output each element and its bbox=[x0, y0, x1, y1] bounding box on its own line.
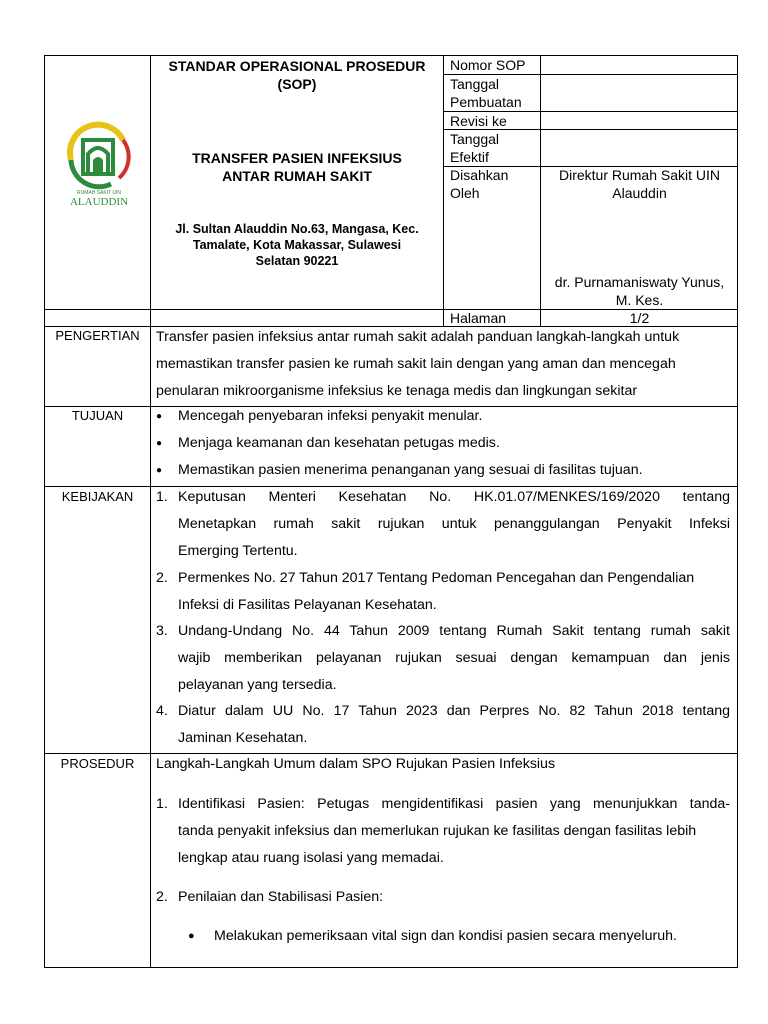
kebijakan-label: KEBIJAKAN bbox=[61, 489, 134, 504]
prosedur-label: PROSEDUR bbox=[60, 756, 135, 771]
list-item-text: Memastikan pasien menerima penanganan yang sesuai di fasilitas tujuan. bbox=[178, 462, 643, 478]
signer-line2: M. Kes. bbox=[615, 292, 664, 308]
prosedur-intro: Langkah-Langkah Umum dalam SPO Rujukan Pasien Infeksius bbox=[156, 756, 556, 772]
bullet-icon: ● bbox=[156, 465, 163, 476]
logo-small-text: RUMAH SAKIT UIN bbox=[76, 190, 122, 196]
list-item bbox=[156, 430, 732, 457]
text-line: Diatur dalam UU No. 17 Tahun 2023 dan Perpres No. 82 Tahun 2018 tentang bbox=[178, 703, 730, 719]
list-item-text bbox=[178, 565, 730, 619]
logo-big-text: ALAUDDIN bbox=[69, 196, 129, 208]
address-line3: Selatan 90221 bbox=[255, 254, 339, 268]
bullet-icon: ● bbox=[156, 411, 163, 422]
list-item-text: Melakukan pemeriksaan vital sign dan kondisi pasien secara menyeluruh. bbox=[214, 928, 677, 944]
item-number: 4. bbox=[156, 703, 168, 719]
list-item-text: Menjaga keamanan dan kesehatan petugas medis. bbox=[178, 435, 500, 451]
revisi-label: Revisi ke bbox=[450, 113, 507, 129]
bullet-icon: ● bbox=[188, 930, 195, 942]
item-number: 2. bbox=[156, 570, 168, 586]
doc-subtitle-line1: TRANSFER PASIEN INFEKSIUS bbox=[192, 150, 402, 166]
pengertian-line2: memastikan transfer pasien ke rumah sakit lain dengan yang aman dan mencegah bbox=[156, 356, 676, 372]
text-line: Jaminan Kesehatan. bbox=[178, 730, 308, 746]
text-line: wajib memberikan pelayanan rujukan sesuai dengan kemampuan dan jenis bbox=[178, 650, 730, 666]
text-line: Undang-Undang No. 44 Tahun 2009 tentang Rumah Sakit tentang rumah sakit bbox=[178, 623, 730, 639]
pengertian-label: PENGERTIAN bbox=[55, 328, 140, 343]
item-number: 3. bbox=[156, 623, 168, 639]
list-item-text: Penilaian dan Stabilisasi Pasien: bbox=[178, 889, 384, 905]
signer-name bbox=[541, 273, 738, 309]
tanggal-pembuatan-label-2: Pembuatan bbox=[450, 94, 522, 110]
hospital-logo bbox=[63, 118, 135, 208]
halaman-value: 1/2 bbox=[629, 310, 650, 326]
nomor-sop-label: Nomor SOP bbox=[450, 57, 526, 73]
pengertian-line3: penularan mikroorganisme infeksius ke tenaga medis dan lingkungan sekitar bbox=[156, 383, 638, 399]
doc-subtitle-line2: ANTAR RUMAH SAKIT bbox=[222, 168, 372, 184]
address-line2: Tamalate, Kota Makassar, Sulawesi bbox=[192, 238, 402, 252]
prosedur-step-2 bbox=[156, 884, 730, 911]
text-line: tanda penyakit infeksius dan memerlukan rujukan ke fasilitas dengan fasilitas lebih bbox=[178, 823, 697, 839]
text-line: Infeksi di Fasilitas Pelayanan Kesehatan. bbox=[178, 597, 437, 613]
tanggal-efektif-label-2: Efektif bbox=[450, 149, 489, 165]
text-line: lengkap atau ruang isolasi yang memadai. bbox=[178, 850, 444, 866]
address-line1: Jl. Sultan Alauddin No.63, Mangasa, Kec. bbox=[175, 222, 419, 236]
hospital-address bbox=[151, 221, 443, 269]
list-item bbox=[156, 484, 730, 565]
signer-line1: dr. Purnamaniswaty Yunus, bbox=[554, 274, 725, 290]
text-line: Permenkes No. 27 Tahun 2017 Tentang Pedoman Pencegahan dan Pengendalian bbox=[178, 570, 695, 586]
disahkan-label-2: Oleh bbox=[450, 185, 480, 201]
header-divider-1 bbox=[443, 56, 444, 326]
list-item-text bbox=[178, 791, 730, 872]
tanggal-pembuatan-label bbox=[450, 75, 522, 111]
list-item bbox=[156, 457, 732, 484]
item-number: 2. bbox=[156, 889, 168, 905]
tanggal-efektif-label-1: Tanggal bbox=[450, 131, 500, 147]
list-item bbox=[156, 565, 730, 618]
tanggal-pembuatan-label-1: Tanggal bbox=[450, 76, 500, 92]
doc-title-line1: STANDAR OPERASIONAL PROSEDUR bbox=[168, 58, 426, 74]
pengertian-line1: Transfer pasien infeksius antar rumah sakit adalah panduan langkah-langkah untuk bbox=[156, 329, 680, 345]
list-item bbox=[156, 698, 730, 752]
tanggal-efektif-label bbox=[450, 130, 499, 166]
doc-subtitle bbox=[151, 149, 443, 185]
item-number: 1. bbox=[156, 796, 168, 812]
left-column-divider bbox=[150, 56, 151, 968]
prosedur-step-1 bbox=[156, 791, 730, 872]
text-line: Keputusan Menteri Kesehatan No. HK.01.07/MENKES/169/2020 tentang bbox=[178, 489, 730, 505]
disahkan-value bbox=[541, 166, 738, 202]
disahkan-label-1: Disahkan bbox=[450, 167, 509, 183]
halaman-label: Halaman bbox=[450, 310, 507, 326]
disahkan-value-1: Direktur Rumah Sakit UIN bbox=[558, 167, 721, 183]
sop-document bbox=[44, 55, 738, 968]
list-item bbox=[156, 403, 732, 430]
text-line: Menetapkan rumah sakit rujukan untuk penanggulangan Penyakit Infeksi bbox=[178, 516, 730, 532]
disahkan-value-2: Alauddin bbox=[612, 185, 667, 201]
list-item-text bbox=[178, 618, 730, 699]
item-number: 1. bbox=[156, 489, 168, 505]
tujuan-list bbox=[156, 403, 732, 484]
disahkan-label bbox=[450, 166, 508, 202]
doc-title-line2: (SOP) bbox=[277, 76, 317, 92]
list-item-text bbox=[178, 698, 730, 752]
text-line: Identifikasi Pasien: Petugas mengidentifikasi pasien yang menunjukkan tanda- bbox=[178, 796, 730, 812]
doc-title bbox=[151, 57, 443, 93]
bullet-icon: ● bbox=[156, 438, 163, 449]
tujuan-label: TUJUAN bbox=[71, 408, 124, 423]
pengertian-text bbox=[156, 324, 732, 405]
list-item-text: Mencegah penyebaran infeksi penyakit menular. bbox=[178, 408, 483, 424]
kebijakan-list bbox=[156, 484, 730, 752]
prosedur-step-2-bullet bbox=[188, 923, 730, 950]
text-line: pelayanan yang tersedia. bbox=[178, 677, 337, 693]
text-line: Emerging Tertentu. bbox=[178, 543, 298, 559]
list-item bbox=[156, 618, 730, 698]
list-item-text bbox=[178, 484, 730, 565]
